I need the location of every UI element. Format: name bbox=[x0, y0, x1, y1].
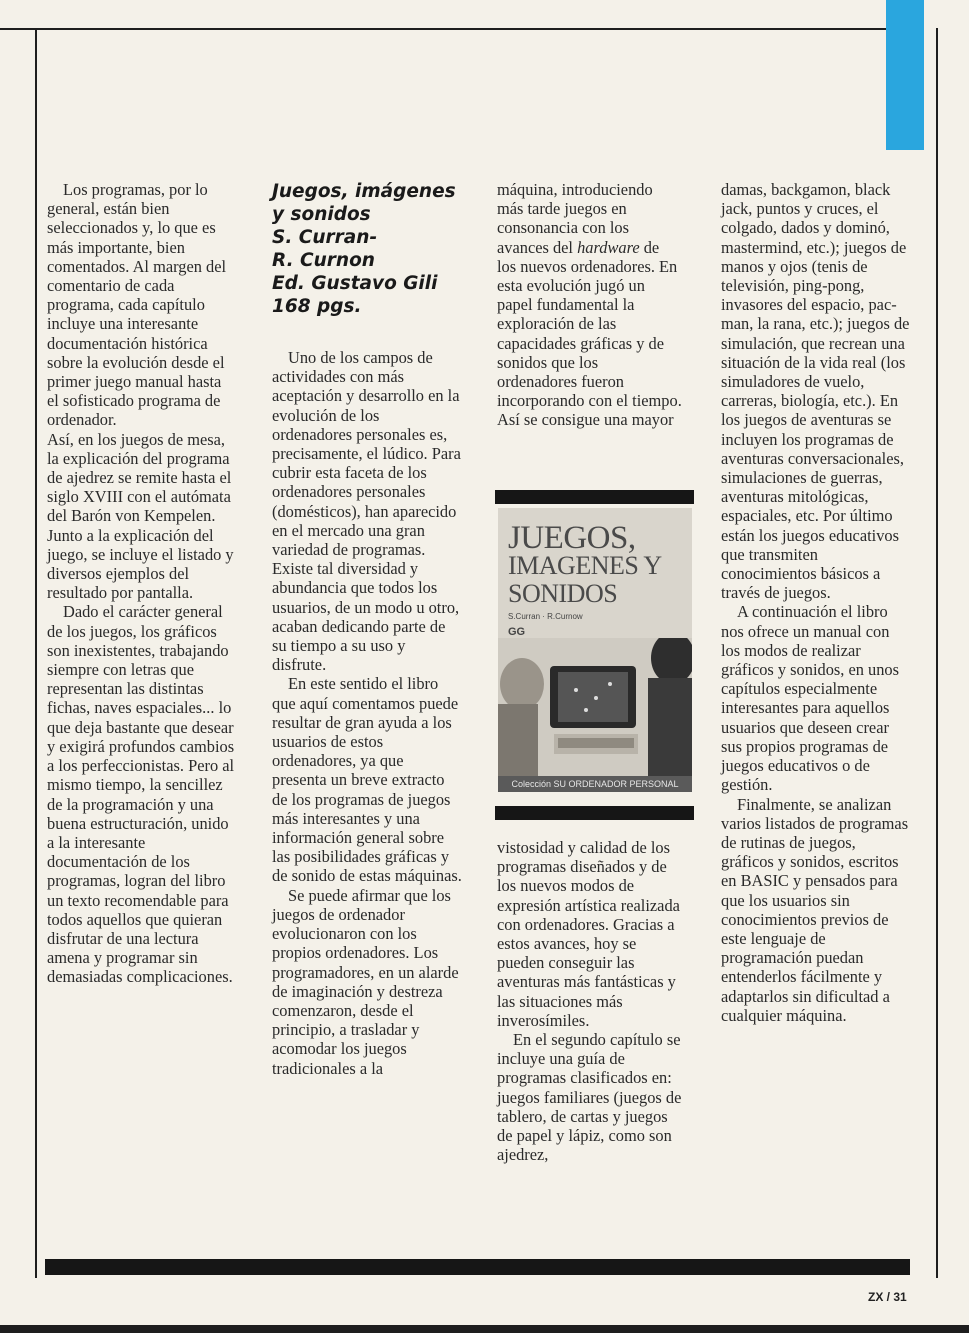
col2-paragraph-1: Uno de los campos de actividades con más aceptación y desarrollo en la evolución de los ordenadores personales es, precisamente, el lúdico. Para cubrir esta faceta de los ordenadores personales (domésticos), han aparecido en el mercado una gran variedad de programas. Existe tal diversidad y abundancia que todos los usuarios, de un modo u otro, acaban dedicando parte de su tiempo a su uso y disfrute. bbox=[272, 348, 461, 675]
col3-paragraph-1 bbox=[497, 180, 682, 430]
col3-p1-text-a: máquina, introduciendo más tarde juegos en consonancia con los avances del bbox=[497, 180, 653, 257]
page-frame-bottom bbox=[0, 1325, 969, 1333]
col1-paragraph-3: Dado el carácter general de los juegos, los gráficos son inexistentes, trabajando siempre con letras que representan las distintas fichas, naves espaciales... lo que deja bastante que desear y exigirá profundos cambios a los perfeccionistas. Pero al mismo tiempo, la sencillez de la programación y una buena estructuración, unido a la interesante documentación de los programas, logran del libro un texto recomendable para todos aquellos que quieran disfrutar de una lectura amena y programar sin demasiadas complicaciones. bbox=[47, 602, 235, 987]
col2-paragraph-2: En este sentido el libro que aquí comentamos puede resultar de gran ayuda a los usuarios de estos ordenadores, ya que presenta un breve extracto de los programas de juegos más interesantes y una información general sobre las posibilidades gráficas y de sonido de estas máquinas. bbox=[272, 674, 462, 886]
cover-frame-bar-top bbox=[495, 490, 694, 504]
heading-line-5: Ed. Gustavo Gili bbox=[272, 273, 438, 294]
col1-paragraph-2: Así, en los juegos de mesa, la explicación del programa de ajedrez se remite hasta el siglo XVIII con el autómata del Barón von Kempelen. Junto a la explicación del juego, se incluye el listado y diversos ejemplos del resultado por pantalla. bbox=[47, 429, 234, 603]
col4-paragraph-3: Finalmente, se analizan varios listados de programas de rutinas de juegos, gráficos y sonidos, escritos en BASIC y pensados para que los usuarios sin conocimientos previos de este lenguaje de programación puedan entenderlos fácilmente y adaptarlos sin dificultad a cualquier máquina. bbox=[721, 794, 909, 1025]
column-4 bbox=[721, 180, 911, 1025]
cover-title-line-3: SONIDOS bbox=[508, 579, 618, 608]
section-color-tab bbox=[886, 0, 924, 150]
cover-authors: S.Curran · R.Curnow bbox=[508, 612, 583, 621]
column-2 bbox=[272, 180, 462, 1078]
page-folio: ZX / 31 bbox=[868, 1290, 907, 1304]
book-review-heading bbox=[272, 180, 462, 318]
page-frame-top bbox=[0, 28, 886, 30]
column-3-bottom bbox=[497, 838, 682, 1164]
cover-frame-bar-bottom bbox=[495, 806, 694, 820]
page-frame-left bbox=[35, 28, 37, 1278]
bottom-rule-bar bbox=[45, 1259, 910, 1275]
heading-line-1: Juegos, imágenes bbox=[272, 181, 456, 202]
col3-paragraph-3: En el segundo capítulo se incluye una guía de programas clasificados en: juegos familiares (juegos de tablero, de cartas y juegos de papel y lápiz, como son ajedrez, bbox=[497, 1030, 682, 1165]
heading-line-4: R. Curnon bbox=[272, 250, 375, 271]
column-1 bbox=[47, 180, 237, 987]
cover-title-line-1: JUEGOS, bbox=[508, 520, 636, 556]
cover-publisher-logo: GG bbox=[508, 626, 526, 638]
col3-p1-emphasis: hardware bbox=[577, 237, 640, 257]
col4-paragraph-1: damas, backgamon, black jack, puntos y cruces, el colgado, dados y dominó, mastermind, etc.); juegos de manos y ojos (tenis de televisión, ping-pong, invasores del espacio, pac-man, la rana, etc.); juegos de simulación, que recrean una situación de la vida real (los simuladores de vuelo, carreras, biología, etc.). En los juegos de aventuras se incluyen los programas de aventuras conversacionales, simulaciones de guerras, aventuras mitológicas, espaciales, etc. Por último están los juegos educativos que transmiten conocimientos básicos a través de juegos. bbox=[721, 180, 910, 603]
page-frame-right bbox=[936, 28, 938, 1278]
heading-line-6: 168 pgs. bbox=[272, 296, 362, 317]
col2-paragraph-3: Se puede afirmar que los juegos de ordenador evolucionaron con los propios ordenadores. Los programadores, en un alarde de imaginación y destreza comenzaron, desde el principio, a trasladar y acomodar los juegos tradicionales a la bbox=[272, 885, 459, 1078]
cover-title-line-2: IMAGENES Y bbox=[508, 551, 662, 580]
col3-paragraph-2: vistosidad y calidad de los programas diseñados y de los nuevos modos de expresión artística realizada con ordenadores. Gracias a estos avances, hoy se pueden conseguir las aventuras más fantásticas y las situaciones más inverosímiles. bbox=[497, 838, 680, 1030]
cover-title bbox=[508, 520, 662, 608]
book-cover-image bbox=[498, 508, 692, 792]
cover-photo-illustration bbox=[498, 638, 692, 778]
heading-line-3: S. Curran- bbox=[272, 227, 378, 248]
column-3-top bbox=[497, 180, 682, 430]
col3-p1-text-b: de los nuevos ordenadores. En esta evolución jugó un papel fundamental la exploración de las capacidades gráficas y de sonidos que los ordenadores fueron incorporando con el tiempo. Así se consigue una mayor bbox=[497, 237, 682, 430]
heading-line-2: y sonidos bbox=[272, 204, 371, 225]
col4-paragraph-2: A continuación el libro nos ofrece un manual con los modos de realizar gráficos y sonidos, en unos capítulos especialmente interesantes para aquellos usuarios que deseen crear sus propios programas de juegos educativos o de gestión. bbox=[721, 602, 900, 795]
cover-series-strip: Colección SU ORDENADOR PERSONAL bbox=[498, 776, 692, 792]
col1-paragraph-1: Los programas, por lo general, están bien seleccionados y, lo que es más importante, bien comentados. Al margen del comentario de cada programa, cada capítulo incluye una interesante documentación histórica sobre la evolución desde el primer juego manual hasta el sofisticado programa de ordenador. bbox=[47, 180, 227, 430]
